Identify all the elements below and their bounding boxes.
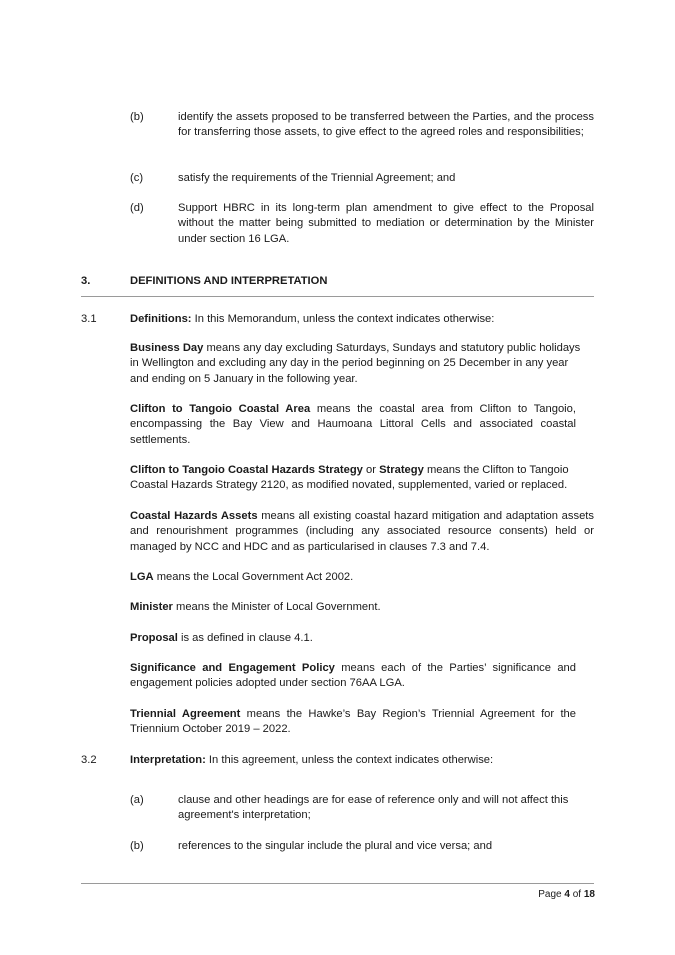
definition-business-day: Business Day means any day excluding Saturdays, Sundays and statutory public holidays in Wellington and excluding any day in the period beginning on 25 December in any year and ending on 5 January in the following year. <box>130 342 581 385</box>
definition-coastal-hazards-assets: Coastal Hazards Assets means all existing coastal hazard mitigation and adaptation assets and renourishment programmes (including any associated resource consents) held or managed by NCC and HDC and as particularised in clauses 7.3 and 7.4. <box>130 510 595 553</box>
definition-term: Significance and Engagement Policy <box>130 662 335 674</box>
definition-term: Business Day <box>130 342 204 354</box>
section-divider <box>81 296 594 297</box>
definition-term: Strategy <box>379 464 424 476</box>
definition-lga: LGA means the Local Government Act 2002. <box>130 571 354 583</box>
list-item-text: references to the singular include the plural and vice versa; and <box>178 840 493 852</box>
clause-heading: Interpretation: <box>130 754 206 766</box>
clause-number: 3.2 <box>81 754 97 766</box>
list-label: (b) <box>130 840 144 852</box>
clause-text: Definitions: In this Memorandum, unless the context indicates otherwise: <box>130 313 495 325</box>
definition-term: Minister <box>130 601 173 613</box>
definition-term: Coastal Hazards Assets <box>130 510 258 522</box>
definition-coastal-area: Clifton to Tangoio Coastal Area means the coastal area from Clifton to Tangoio, encompassing the Bay View and Haumoana Littoral Cells and associated coastal settlements. <box>130 403 576 446</box>
clause-text: Interpretation: In this agreement, unless the context indicates otherwise: <box>130 754 494 766</box>
definition-term: Proposal <box>130 632 178 644</box>
definition-triennial-agreement: Triennial Agreement means the Hawke’s Bay Region’s Triennial Agreement for the Triennium October 2019 – 2022. <box>130 708 577 736</box>
definition-term: Triennial Agreement <box>130 708 241 720</box>
list-label: (b) <box>130 111 144 123</box>
clause-heading: Definitions: <box>130 313 192 325</box>
section-number: 3. <box>81 275 91 287</box>
list-item-text: satisfy the requirements of the Triennial Agreement; and <box>178 172 456 184</box>
footer-divider <box>81 883 594 884</box>
definition-significance-policy: Significance and Engagement Policy means each of the Parties’ significance and engagement policies adopted under section 76AA LGA. <box>130 662 576 690</box>
list-item-text: identify the assets proposed to be transferred between the Parties, and the process for transferring those assets, to give effect to the agreed roles and responsibilities; <box>178 111 594 139</box>
definition-proposal: Proposal is as defined in clause 4.1. <box>130 632 313 644</box>
page-number: Page 4 of 18 <box>538 889 595 900</box>
list-item-text: clause and other headings are for ease of reference only and will not affect this agreement's interpretation; <box>178 794 569 822</box>
clause-number: 3.1 <box>81 313 97 325</box>
definition-term: Clifton to Tangoio Coastal Area <box>130 403 311 415</box>
list-label: (a) <box>130 794 144 806</box>
definition-coastal-hazards-strategy: Clifton to Tangoio Coastal Hazards Strategy or Strategy means the Clifton to Tangoio Coastal Hazards Strategy 2120, as modified novated, supplemented, varied or replaced. <box>130 464 569 492</box>
section-title: DEFINITIONS AND INTERPRETATION <box>130 275 328 287</box>
list-label: (c) <box>130 172 144 184</box>
definition-minister: Minister means the Minister of Local Government. <box>130 601 381 613</box>
list-item-text: Support HBRC in its long-term plan amendment to give effect to the Proposal without the matter being submitted to mediation or determination by the Minister under section 16 LGA. <box>178 202 594 245</box>
list-label: (d) <box>130 202 144 214</box>
definition-term: LGA <box>130 571 154 583</box>
definition-term: Clifton to Tangoio Coastal Hazards Strategy <box>130 464 363 476</box>
